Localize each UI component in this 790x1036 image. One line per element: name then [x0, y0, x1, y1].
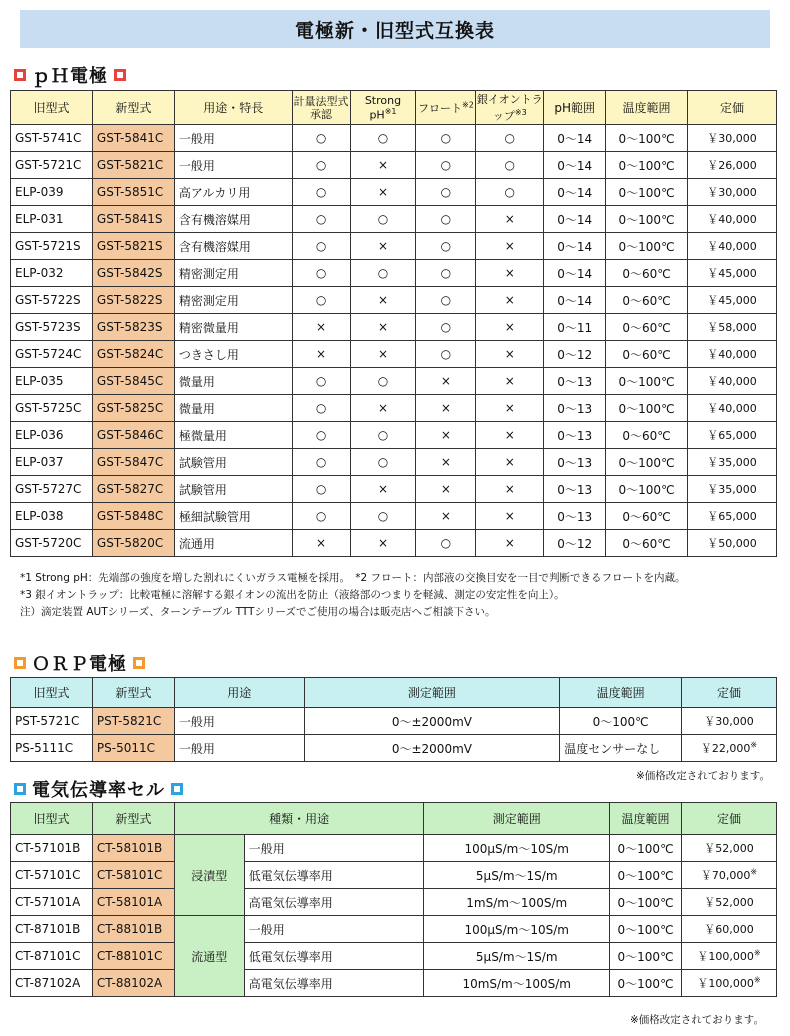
float-cell: ○: [416, 341, 476, 368]
new-model-cell: GST-5820C: [92, 530, 174, 557]
temp-range-cell: 0〜100℃: [606, 449, 688, 476]
temp-range-cell: 0〜100℃: [606, 476, 688, 503]
temp-range-cell: 0〜100℃: [606, 152, 688, 179]
header-cell: 温度範囲: [606, 91, 688, 125]
price-cell: ￥30,000: [688, 179, 777, 206]
ph-range-cell: 0〜13: [544, 476, 606, 503]
usage-cell: 精密測定用: [174, 260, 292, 287]
temp-range-cell: 0〜60℃: [606, 422, 688, 449]
header-cell: 種類・用途: [174, 803, 424, 835]
old-model-cell: CT-87101B: [11, 916, 93, 943]
header-cell: 計量法型式承認: [292, 91, 350, 125]
price-cell: ￥65,000: [688, 422, 777, 449]
certification-cell: ×: [292, 314, 350, 341]
header-cell: 用途・特長: [174, 91, 292, 125]
silver-trap-cell: ×: [476, 503, 544, 530]
float-cell: ×: [416, 503, 476, 530]
temp-range-cell: 0〜100℃: [560, 708, 682, 735]
temp-range-cell: 0〜100℃: [610, 889, 682, 916]
table-row: [11, 287, 777, 314]
price-cell: [682, 889, 777, 916]
certification-cell: ○: [292, 287, 350, 314]
temp-range-cell: 0〜60℃: [606, 314, 688, 341]
old-model-cell: ELP-032: [11, 260, 93, 287]
usage-cell: 精密微量用: [174, 314, 292, 341]
usage-cell: 試験管用: [174, 476, 292, 503]
price-mark: ※: [750, 867, 758, 877]
table-row: [11, 395, 777, 422]
usage-cell: 一般用: [174, 152, 292, 179]
ph-range-cell: 0〜14: [544, 179, 606, 206]
new-model-cell: CT-88101C: [92, 943, 174, 970]
float-cell: ○: [416, 179, 476, 206]
old-model-cell: ELP-038: [11, 503, 93, 530]
table-row: [11, 314, 777, 341]
table-row: [11, 530, 777, 557]
strong-ph-cell: ○: [350, 368, 416, 395]
old-model-cell: GST-5720C: [11, 530, 93, 557]
table-row: [11, 503, 777, 530]
old-model-cell: GST-5722S: [11, 287, 93, 314]
usage-cell: 高電気伝導率用: [244, 889, 424, 916]
price-cell: [682, 970, 777, 997]
certification-cell: ○: [292, 422, 350, 449]
price-text: ￥100,000: [697, 977, 754, 990]
ph-range-cell: 0〜14: [544, 125, 606, 152]
usage-cell: 流通用: [174, 530, 292, 557]
header-cell: pH範囲: [544, 91, 606, 125]
temp-range-cell: 0〜100℃: [610, 835, 682, 862]
ph-header-row: [11, 91, 777, 125]
table-row: [11, 260, 777, 287]
price-cell: ￥40,000: [688, 368, 777, 395]
old-model-cell: GST-5721C: [11, 152, 93, 179]
ec-header-row: [11, 803, 777, 835]
old-model-cell: GST-5723S: [11, 314, 93, 341]
new-model-cell: GST-5823S: [92, 314, 174, 341]
certification-cell: ○: [292, 449, 350, 476]
new-model-cell: GST-5827C: [92, 476, 174, 503]
new-model-cell: GST-5842S: [92, 260, 174, 287]
old-model-cell: ELP-037: [11, 449, 93, 476]
temp-range-cell: 0〜100℃: [606, 125, 688, 152]
header-cell: 温度範囲: [610, 803, 682, 835]
price-text: ￥52,000: [704, 842, 754, 855]
price-cell: ￥30,000: [688, 125, 777, 152]
price-cell: [682, 916, 777, 943]
new-model-cell: GST-5845C: [92, 368, 174, 395]
certification-cell: ○: [292, 206, 350, 233]
note-line: *1 Strong pH：先端部の強度を増した割れにくいガラス電極を採用。 *2 フロート：内部液の交換目安を一目で判断できるフロートを内蔵。: [20, 572, 686, 584]
old-model-cell: ELP-039: [11, 179, 93, 206]
strong-ph-cell: ×: [350, 152, 416, 179]
temp-range-cell: 0〜100℃: [610, 970, 682, 997]
old-model-cell: GST-5741C: [11, 125, 93, 152]
header-text: 銀イオントラップ: [476, 92, 543, 123]
strong-ph-cell: ×: [350, 287, 416, 314]
table-row: [11, 341, 777, 368]
temp-range-cell: 0〜100℃: [610, 943, 682, 970]
new-model-cell: GST-5822S: [92, 287, 174, 314]
usage-cell: 低電気伝導率用: [244, 943, 424, 970]
float-cell: ○: [416, 152, 476, 179]
old-model-cell: CT-57101A: [11, 889, 93, 916]
certification-cell: ○: [292, 233, 350, 260]
price-cell: [682, 708, 777, 735]
range-cell: 10mS/m〜100S/m: [424, 970, 610, 997]
usage-cell: 極微量用: [174, 422, 292, 449]
footnote-mark: ※1: [384, 106, 397, 116]
silver-trap-cell: ○: [476, 179, 544, 206]
table-row: [11, 916, 777, 943]
usage-cell: 一般用: [174, 125, 292, 152]
range-cell: 5μS/m〜1S/m: [424, 862, 610, 889]
note-line: 注）滴定装置 AUTシリーズ、ターンテーブル TTTシリーズでご使用の場合は販売店へご相談下さい。: [20, 606, 496, 618]
certification-cell: ○: [292, 179, 350, 206]
silver-trap-cell: ×: [476, 287, 544, 314]
price-cell: ￥26,000: [688, 152, 777, 179]
range-cell: 100μS/m〜10S/m: [424, 835, 610, 862]
range-cell: 100μS/m〜10S/m: [424, 916, 610, 943]
price-cell: ￥40,000: [688, 206, 777, 233]
strong-ph-cell: ○: [350, 503, 416, 530]
note-line: *3 銀イオントラップ：比較電極に溶解する銀イオンの流出を防止（液絡部のつまりを軽減、測定の安定性を向上）。: [20, 589, 565, 601]
certification-cell: ○: [292, 368, 350, 395]
new-model-cell: PST-5821C: [92, 708, 174, 735]
old-model-cell: ELP-035: [11, 368, 93, 395]
certification-cell: ○: [292, 125, 350, 152]
price-mark: ※: [753, 975, 761, 985]
usage-cell: 微量用: [174, 395, 292, 422]
old-model-cell: GST-5727C: [11, 476, 93, 503]
range-cell: 0〜±2000mV: [304, 708, 560, 735]
range-cell: 0〜±2000mV: [304, 735, 560, 762]
silver-trap-cell: ×: [476, 368, 544, 395]
header-cell: 温度範囲: [560, 678, 682, 708]
header-cell: 旧型式: [11, 678, 93, 708]
temp-range-cell: 0〜100℃: [606, 395, 688, 422]
table-row: [11, 943, 777, 970]
float-cell: ○: [416, 260, 476, 287]
page-title: 電極新・旧型式互換表: [20, 10, 770, 48]
header-cell: 定価: [682, 803, 777, 835]
price-cell: ￥35,000: [688, 476, 777, 503]
ph-range-cell: 0〜14: [544, 287, 606, 314]
temp-range-cell: 0〜60℃: [606, 341, 688, 368]
header-cell: 旧型式: [11, 803, 93, 835]
table-row: [11, 152, 777, 179]
strong-ph-cell: ×: [350, 314, 416, 341]
new-model-cell: CT-58101C: [92, 862, 174, 889]
usage-cell: 高電気伝導率用: [244, 970, 424, 997]
ph-range-cell: 0〜14: [544, 233, 606, 260]
square-icon: [114, 69, 126, 81]
certification-cell: ○: [292, 395, 350, 422]
certification-cell: ○: [292, 152, 350, 179]
price-text: ￥22,000: [700, 742, 751, 755]
usage-cell: 精密測定用: [174, 287, 292, 314]
orp-table: [10, 677, 777, 762]
table-row: [11, 368, 777, 395]
new-model-cell: GST-5841S: [92, 206, 174, 233]
ph-section-title: [8, 62, 132, 88]
square-icon: [14, 657, 26, 669]
table-row: [11, 179, 777, 206]
new-model-cell: CT-58101B: [92, 835, 174, 862]
temp-range-cell: 温度センサーなし: [560, 735, 682, 762]
header-cell: 新型式: [92, 91, 174, 125]
temp-range-cell: 0〜60℃: [606, 260, 688, 287]
ph-range-cell: 0〜12: [544, 341, 606, 368]
silver-trap-cell: ○: [476, 125, 544, 152]
old-model-cell: CT-57101B: [11, 835, 93, 862]
table-row: [11, 835, 777, 862]
header-text: Strong pH: [364, 93, 402, 122]
strong-ph-cell: ○: [350, 260, 416, 287]
ph-range-cell: 0〜13: [544, 422, 606, 449]
certification-cell: ○: [292, 503, 350, 530]
table-row: [11, 476, 777, 503]
old-model-cell: ELP-036: [11, 422, 93, 449]
price-text: ￥30,000: [704, 715, 754, 728]
silver-trap-cell: ×: [476, 341, 544, 368]
temp-range-cell: 0〜100℃: [606, 233, 688, 260]
footnote-mark: ※2: [461, 99, 474, 109]
usage-cell: 試験管用: [174, 449, 292, 476]
table-row: [11, 422, 777, 449]
strong-ph-cell: ×: [350, 341, 416, 368]
price-text: ￥52,000: [704, 896, 754, 909]
ph-notes: [20, 570, 685, 621]
old-model-cell: PS-5111C: [11, 735, 93, 762]
temp-range-cell: 0〜60℃: [606, 287, 688, 314]
price-text: ￥70,000: [700, 869, 751, 882]
new-model-cell: GST-5824C: [92, 341, 174, 368]
type-group-cell: 流通型: [174, 916, 244, 997]
header-cell: 旧型式: [11, 91, 93, 125]
certification-cell: ○: [292, 260, 350, 287]
table-row: [11, 125, 777, 152]
price-text: ￥100,000: [697, 950, 754, 963]
temp-range-cell: 0〜100℃: [610, 862, 682, 889]
strong-ph-cell: ○: [350, 449, 416, 476]
float-cell: ○: [416, 314, 476, 341]
usage-cell: 高アルカリ用: [174, 179, 292, 206]
strong-ph-cell: ×: [350, 476, 416, 503]
temp-range-cell: 0〜100℃: [606, 206, 688, 233]
header-cell: 測定範囲: [304, 678, 560, 708]
new-model-cell: PS-5011C: [92, 735, 174, 762]
header-cell: [416, 91, 476, 125]
silver-trap-cell: ×: [476, 449, 544, 476]
old-model-cell: GST-5725C: [11, 395, 93, 422]
price-cell: ￥50,000: [688, 530, 777, 557]
silver-trap-cell: ×: [476, 476, 544, 503]
ph-range-cell: 0〜13: [544, 395, 606, 422]
table-row: [11, 708, 777, 735]
silver-trap-cell: ○: [476, 152, 544, 179]
footnote-mark: ※3: [514, 107, 527, 117]
square-icon: [171, 783, 183, 795]
square-icon: [133, 657, 145, 669]
header-cell: 測定範囲: [424, 803, 610, 835]
usage-cell: 一般用: [244, 835, 424, 862]
float-cell: ×: [416, 395, 476, 422]
strong-ph-cell: ×: [350, 395, 416, 422]
new-model-cell: GST-5821C: [92, 152, 174, 179]
table-row: [11, 449, 777, 476]
silver-trap-cell: ×: [476, 233, 544, 260]
silver-trap-cell: ×: [476, 260, 544, 287]
silver-trap-cell: ×: [476, 422, 544, 449]
silver-trap-cell: ×: [476, 530, 544, 557]
price-mark: ※: [753, 948, 761, 958]
new-model-cell: GST-5848C: [92, 503, 174, 530]
float-cell: ×: [416, 449, 476, 476]
strong-ph-cell: ×: [350, 179, 416, 206]
ph-range-cell: 0〜14: [544, 260, 606, 287]
header-cell: 新型式: [92, 678, 174, 708]
new-model-cell: GST-5847C: [92, 449, 174, 476]
table-row: [11, 233, 777, 260]
price-cell: ￥45,000: [688, 287, 777, 314]
price-note-top: ※価格改定されております。: [636, 770, 770, 782]
new-model-cell: GST-5825C: [92, 395, 174, 422]
new-model-cell: CT-58101A: [92, 889, 174, 916]
header-cell: 定価: [682, 678, 777, 708]
price-cell: ￥40,000: [688, 395, 777, 422]
ph-range-cell: 0〜13: [544, 503, 606, 530]
silver-trap-cell: ×: [476, 395, 544, 422]
usage-cell: 一般用: [244, 916, 424, 943]
old-model-cell: PST-5721C: [11, 708, 93, 735]
new-model-cell: CT-88101B: [92, 916, 174, 943]
table-row: [11, 862, 777, 889]
table-row: [11, 735, 777, 762]
header-cell: 定価: [688, 91, 777, 125]
table-row: [11, 970, 777, 997]
silver-trap-cell: ×: [476, 206, 544, 233]
temp-range-cell: 0〜100℃: [606, 179, 688, 206]
usage-cell: 一般用: [174, 735, 304, 762]
header-text: フロート: [417, 101, 462, 115]
range-cell: 5μS/m〜1S/m: [424, 943, 610, 970]
usage-cell: 含有機溶媒用: [174, 206, 292, 233]
strong-ph-cell: ×: [350, 530, 416, 557]
ec-section-title: [8, 776, 189, 802]
usage-cell: 低電気伝導率用: [244, 862, 424, 889]
strong-ph-cell: ○: [350, 125, 416, 152]
header-cell: 新型式: [92, 803, 174, 835]
certification-cell: ×: [292, 530, 350, 557]
price-cell: [682, 835, 777, 862]
header-cell: 用途: [174, 678, 304, 708]
float-cell: ○: [416, 287, 476, 314]
new-model-cell: GST-5841C: [92, 125, 174, 152]
ec-title-text: 電気伝導率セル: [32, 780, 165, 801]
strong-ph-cell: ×: [350, 233, 416, 260]
price-cell: ￥35,000: [688, 449, 777, 476]
float-cell: ○: [416, 233, 476, 260]
square-icon: [14, 69, 26, 81]
new-model-cell: GST-5821S: [92, 233, 174, 260]
new-model-cell: GST-5846C: [92, 422, 174, 449]
ph-title-text: ｐＨ電極: [32, 66, 108, 87]
price-cell: ￥40,000: [688, 233, 777, 260]
certification-cell: ○: [292, 476, 350, 503]
price-note-bottom: ※価格改定されております。: [630, 1014, 764, 1026]
price-cell: [682, 943, 777, 970]
price-text: ￥60,000: [704, 923, 754, 936]
old-model-cell: ELP-031: [11, 206, 93, 233]
orp-section-title: [8, 650, 151, 676]
old-model-cell: CT-57101C: [11, 862, 93, 889]
float-cell: ×: [416, 368, 476, 395]
float-cell: ×: [416, 422, 476, 449]
type-group-cell: 浸漬型: [174, 835, 244, 916]
usage-cell: 極細試験管用: [174, 503, 292, 530]
price-cell: [682, 735, 777, 762]
table-row: [11, 889, 777, 916]
new-model-cell: CT-88102A: [92, 970, 174, 997]
ph-range-cell: 0〜12: [544, 530, 606, 557]
usage-cell: 一般用: [174, 708, 304, 735]
old-model-cell: GST-5721S: [11, 233, 93, 260]
float-cell: ○: [416, 206, 476, 233]
strong-ph-cell: ○: [350, 206, 416, 233]
ph-table: [10, 90, 777, 557]
old-model-cell: CT-87101C: [11, 943, 93, 970]
price-cell: ￥45,000: [688, 260, 777, 287]
temp-range-cell: 0〜100℃: [610, 916, 682, 943]
ph-range-cell: 0〜13: [544, 449, 606, 476]
price-cell: ￥58,000: [688, 314, 777, 341]
table-row: [11, 206, 777, 233]
ph-range-cell: 0〜14: [544, 206, 606, 233]
usage-cell: つきさし用: [174, 341, 292, 368]
orp-header-row: [11, 678, 777, 708]
temp-range-cell: 0〜60℃: [606, 530, 688, 557]
old-model-cell: GST-5724C: [11, 341, 93, 368]
silver-trap-cell: ×: [476, 314, 544, 341]
header-cell: [476, 91, 544, 125]
price-cell: [682, 862, 777, 889]
ph-range-cell: 0〜13: [544, 368, 606, 395]
price-mark: ※: [750, 740, 758, 750]
usage-cell: 含有機溶媒用: [174, 233, 292, 260]
range-cell: 1mS/m〜100S/m: [424, 889, 610, 916]
header-cell: [350, 91, 416, 125]
float-cell: ×: [416, 476, 476, 503]
square-icon: [14, 783, 26, 795]
ec-table: [10, 802, 777, 997]
ph-range-cell: 0〜11: [544, 314, 606, 341]
temp-range-cell: 0〜100℃: [606, 368, 688, 395]
float-cell: ○: [416, 125, 476, 152]
float-cell: ○: [416, 530, 476, 557]
strong-ph-cell: ○: [350, 422, 416, 449]
ph-range-cell: 0〜14: [544, 152, 606, 179]
old-model-cell: CT-87102A: [11, 970, 93, 997]
temp-range-cell: 0〜60℃: [606, 503, 688, 530]
price-cell: ￥40,000: [688, 341, 777, 368]
new-model-cell: GST-5851C: [92, 179, 174, 206]
price-cell: ￥65,000: [688, 503, 777, 530]
orp-title-text: ＯＲＰ電極: [32, 654, 127, 675]
certification-cell: ×: [292, 341, 350, 368]
usage-cell: 微量用: [174, 368, 292, 395]
